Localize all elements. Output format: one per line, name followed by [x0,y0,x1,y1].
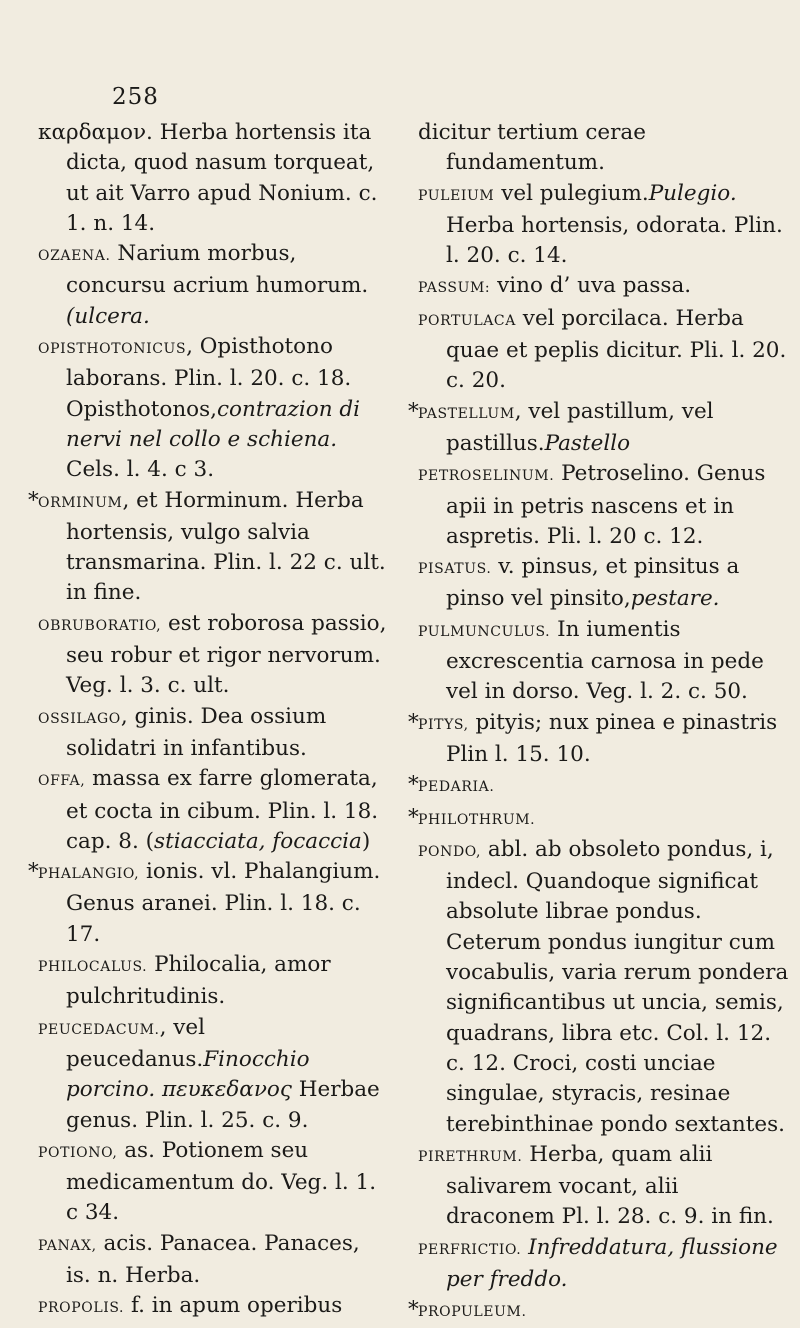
entry-italic-text: Finocchio porcino. πευκεδανος [66,1046,310,1103]
dictionary-entry [418,552,790,615]
asterisk-marker: * [408,709,419,735]
entry-italic-text: (ulcera. [66,303,150,329]
entry-text: vel pulegium. [494,180,649,206]
entry-text-after: Herba hortensis, odorata. Plin. l. 20. c. 14. [446,212,783,269]
entry-headword: PEUCEDACUM. [38,1021,160,1038]
dictionary-entry [418,271,790,303]
entry-text-after: Herbae genus. Plin. l. 25. c. 9. [66,1077,380,1133]
dictionary-entry [408,803,790,835]
entry-italic-text: contrazion di nervi nel collo e schiena. [66,396,361,452]
entry-headword: PIRETHRUM. [418,1148,523,1165]
entry-italic-text: Pulegio. [648,180,737,206]
dictionary-entry [408,708,790,771]
asterisk-marker: * [408,398,419,424]
dictionary-entry [418,835,790,1140]
dictionary-entry [408,770,790,802]
dictionary-entry [28,857,388,950]
dictionary-entry [418,118,790,179]
dictionary-entry [38,609,388,702]
entry-italic-text: stiacciata, focaccia [154,828,362,854]
entry-headword: PHILOTHRUM. [418,811,536,828]
entry-text: , vel peucedanus. [66,1014,206,1072]
entry-text: , ginis. Dea ossium solidatri in infantibus. [66,703,327,761]
entry-text: Narium morbus, concursu acrium humorum. [66,241,369,299]
entry-headword: PULEIUM [418,187,495,204]
entry-text: , Opisthotono laborans. Plin. l. 20. c. 18. Opisthotonos, [66,334,352,422]
entry-text: Philocalia, amor pulchritudinis. [66,952,331,1010]
entry-headword: PONDO, [418,843,482,860]
entry-text: f. in apum operibus [124,1293,343,1319]
entry-headword: OSSILAGO [38,710,121,727]
entry-text: v. pinsus, et pinsitus a pinso vel pinsito, [446,554,740,612]
entry-text: acis. Panacea. Panaces, is. n. Herba. [66,1230,360,1288]
dictionary-entry [38,1136,388,1229]
dictionary-entry [38,332,388,485]
dictionary-entry [28,486,388,609]
entry-headword: PORTULACA [418,312,516,329]
entry-headword: PEDARIA. [418,779,495,796]
entry-text: pityis; nux pinea e pinastris Plin l. 15. 10. [446,709,778,767]
entry-text: In iumentis excrescentia carnosa in pede vel in dorso. Veg. l. 2. c. 50. [446,616,764,705]
asterisk-marker: * [408,772,419,798]
entry-headword: PITYS, [418,716,469,733]
entry-text: Herba, quam alii salivarem vocant, alii draconem Pl. l. 28. c. 9. in fin. [446,1141,774,1230]
entry-text: as. Potionem seu medicamentum do. Veg. l. 1. c 34. [66,1137,377,1226]
dictionary-entry [408,1295,790,1327]
dictionary-entry [418,615,790,708]
page-number: 258 [112,84,159,110]
entry-italic-text: pestare. [630,586,720,612]
entry-text: vel porcilaca. Herba quae et peplis dicitur. Pli. l. 20. c. 20. [446,305,787,394]
entry-text: dicitur tertium cerae fundamentum. [418,120,646,176]
entry-headword: PASTELLUM [418,405,515,422]
entry-headword: OZAENA. [38,248,111,265]
dictionary-entry [418,179,790,272]
entry-text: abl. ab obsoleto pondus, i, indecl. Quandoque significat absolute librae pondus. Ceterum pondus iungitur cum vocabulis, varia rerum pondera significantibus ut uncia, semis, quadrans, libra etc. Col. l. 12. c. 12. Croci, costi unciae singulae, styracis, resinae terebinthinae pondo sextantes. [446,836,789,1137]
dictionary-entry [38,702,388,765]
entry-italic-text: Infreddatura, flussione per freddo. [446,1234,778,1292]
dictionary-entry [38,1013,388,1136]
right-column [408,118,790,1328]
dictionary-entry [418,304,790,397]
dictionary-entry [38,764,388,857]
entry-headword: PULMUNCULUS. [418,623,551,640]
asterisk-marker: * [408,804,419,830]
entry-text-after: Cels. l. 4. c 3. [66,457,215,483]
entry-headword: PHILOCALUS. [38,959,148,976]
entry-text: vino d’ uva passa. [490,273,692,299]
entry-headword: PROPULEUM. [418,1304,527,1321]
dictionary-entry [38,950,388,1013]
entry-headword: PROPOLIS. [38,1300,125,1317]
entry-headword: PETROSELINUM. [418,468,555,485]
entry-italic-text: Pastello [544,430,631,456]
entry-text: , et Horminum. Herba hortensis, vulgo salvia transmarina. Plin. l. 22 c. ult. in fine. [66,487,386,606]
dictionary-entry [418,459,790,552]
entry-headword: OBRUBORATIO, [38,617,162,634]
dictionary-entry [418,1140,790,1233]
entry-headword: PHALANGIO, [38,866,140,883]
entry-text: Petroselino. Genus apii in petris nascens et in aspretis. Pli. l. 20 c. 12. [446,461,766,549]
asterisk-marker: * [28,859,39,885]
entry-headword: PERFRICTIO. [418,1241,522,1258]
entry-text: , vel pastillum, vel pastillus. [446,398,714,456]
asterisk-marker: * [408,1297,419,1323]
dictionary-entry [38,1229,388,1292]
entry-text-after: ) [361,828,371,854]
left-column [28,118,388,1324]
dictionary-entry [408,397,790,460]
entry-headword: OPISTHOTONICUS [38,341,187,358]
entry-headword: POTIONO, [38,1144,118,1161]
dictionary-entry [418,1233,790,1296]
entry-headword: PASSUM: [418,280,491,297]
dictionary-entry [38,118,388,239]
dictionary-entry [38,239,388,332]
entry-text: massa ex farre glomerata, et cocta in cibum. Plin. l. 18. cap. 8. ( [66,766,379,854]
entry-headword: PISATUS. [418,561,492,578]
entry-text: ionis. vl. Phalangium. Genus aranei. Plin. l. 18. c. 17. [66,859,381,947]
entry-headword: ORMINUM [38,494,123,511]
entry-text: est roborosa passio, seu robur et rigor nervorum. Veg. l. 3. c. ult. [66,610,387,699]
entry-text: καρδαμον. Herba hortensis ita dicta, quod nasum torqueat, ut ait Varro apud Nonium. c. 1. n. 14. [38,120,378,236]
entry-headword: OFFA, [38,773,86,790]
entry-headword: PANAX, [38,1237,97,1254]
asterisk-marker: * [28,487,39,513]
dictionary-entry [38,1291,388,1323]
